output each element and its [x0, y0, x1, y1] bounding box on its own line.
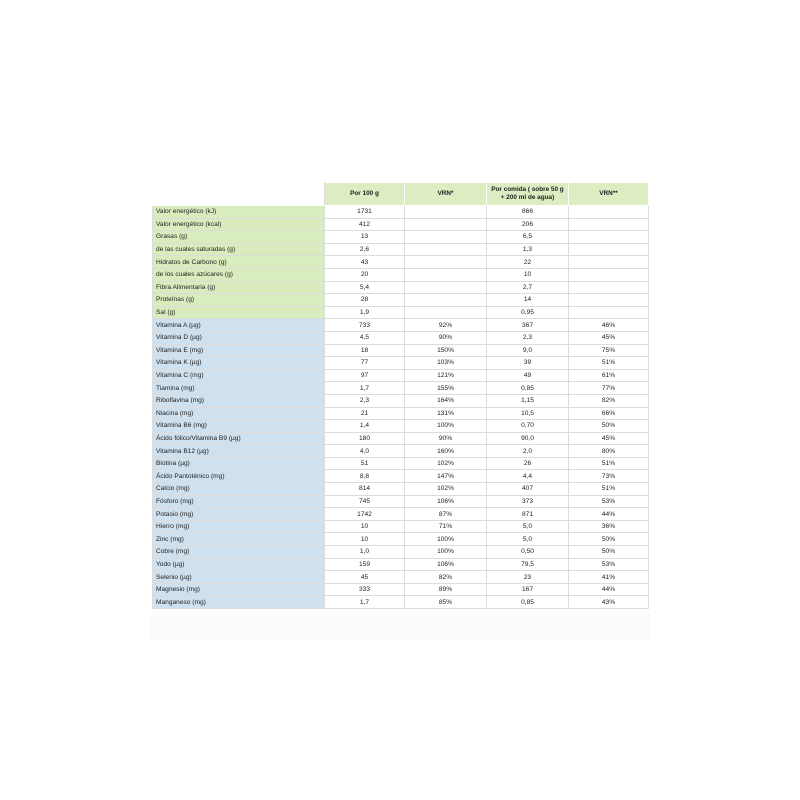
cell-per-100g: 180: [325, 432, 405, 445]
cell-vrn-meal: 41%: [569, 571, 649, 584]
table-row: [153, 508, 649, 521]
table-row: [153, 457, 649, 470]
cell-vrn: [405, 206, 487, 219]
cell-vrn-meal: 53%: [569, 495, 649, 508]
cell-vrn: 90%: [405, 331, 487, 344]
cell-per-100g: 10: [325, 533, 405, 546]
cell-per-meal: 22: [487, 256, 569, 269]
table-row: [153, 546, 649, 559]
table-row: [153, 281, 649, 294]
page-bottom-margin: [150, 612, 650, 640]
cell-vrn-meal: 50%: [569, 420, 649, 433]
cell-nutrient-name: Proteínas (g): [153, 294, 325, 307]
cell-per-meal: 0,85: [487, 382, 569, 395]
cell-per-100g: 1,9: [325, 306, 405, 319]
cell-vrn: 147%: [405, 470, 487, 483]
cell-vrn-meal: [569, 306, 649, 319]
cell-per-meal: 4,4: [487, 470, 569, 483]
cell-per-100g: 77: [325, 357, 405, 370]
cell-per-meal: 9,0: [487, 344, 569, 357]
nutrition-table-body: [153, 206, 649, 609]
cell-vrn: 102%: [405, 457, 487, 470]
header-cell-vrn: VRN*: [405, 183, 487, 206]
cell-nutrient-name: Potasio (mg): [153, 508, 325, 521]
table-row: [153, 256, 649, 269]
cell-nutrient-name: Vitamina A (µg): [153, 319, 325, 332]
cell-vrn: [405, 294, 487, 307]
table-row: [153, 382, 649, 395]
table-row: [153, 470, 649, 483]
cell-per-100g: 412: [325, 218, 405, 231]
table-row: [153, 520, 649, 533]
table-row: [153, 369, 649, 382]
cell-vrn: 106%: [405, 495, 487, 508]
cell-per-meal: 0,95: [487, 306, 569, 319]
cell-vrn: 89%: [405, 583, 487, 596]
cell-vrn-meal: 82%: [569, 394, 649, 407]
cell-vrn-meal: [569, 218, 649, 231]
header-cell-per-100g: Por 100 g: [325, 183, 405, 206]
cell-per-meal: 10,5: [487, 407, 569, 420]
table-row: [153, 407, 649, 420]
table-row: [153, 344, 649, 357]
cell-per-100g: 28: [325, 294, 405, 307]
cell-per-100g: 10: [325, 520, 405, 533]
table-row: [153, 268, 649, 281]
cell-per-meal: 39: [487, 357, 569, 370]
cell-nutrient-name: de los cuales azúcares (g): [153, 268, 325, 281]
cell-nutrient-name: Fibra Alimentaria (g): [153, 281, 325, 294]
cell-per-meal: 10: [487, 268, 569, 281]
cell-nutrient-name: Ácido Pantoténico (mg): [153, 470, 325, 483]
table-row: [153, 218, 649, 231]
cell-vrn-meal: 66%: [569, 407, 649, 420]
cell-vrn-meal: 53%: [569, 558, 649, 571]
cell-vrn-meal: [569, 206, 649, 219]
table-row: [153, 420, 649, 433]
cell-vrn-meal: 45%: [569, 432, 649, 445]
cell-per-100g: 1,0: [325, 546, 405, 559]
cell-vrn-meal: [569, 268, 649, 281]
cell-vrn: 131%: [405, 407, 487, 420]
cell-vrn-meal: [569, 294, 649, 307]
cell-vrn-meal: [569, 256, 649, 269]
cell-vrn: 100%: [405, 533, 487, 546]
cell-per-100g: 8,8: [325, 470, 405, 483]
cell-vrn-meal: 51%: [569, 357, 649, 370]
table-row: [153, 294, 649, 307]
table-row: [153, 357, 649, 370]
cell-per-meal: 49: [487, 369, 569, 382]
cell-vrn: 150%: [405, 344, 487, 357]
cell-per-100g: 1731: [325, 206, 405, 219]
cell-per-100g: 333: [325, 583, 405, 596]
cell-vrn: [405, 243, 487, 256]
cell-nutrient-name: Calcio (mg): [153, 483, 325, 496]
cell-per-meal: 167: [487, 583, 569, 596]
cell-vrn-meal: 36%: [569, 520, 649, 533]
cell-per-100g: 1742: [325, 508, 405, 521]
cell-vrn: 100%: [405, 420, 487, 433]
cell-per-100g: 733: [325, 319, 405, 332]
cell-per-100g: 21: [325, 407, 405, 420]
cell-vrn: 87%: [405, 508, 487, 521]
cell-per-100g: 97: [325, 369, 405, 382]
cell-per-100g: 745: [325, 495, 405, 508]
table-row: [153, 206, 649, 219]
table-row: [153, 583, 649, 596]
cell-per-meal: 206: [487, 218, 569, 231]
cell-vrn-meal: [569, 243, 649, 256]
table-row: [153, 331, 649, 344]
cell-per-meal: 26: [487, 457, 569, 470]
cell-vrn-meal: 46%: [569, 319, 649, 332]
cell-vrn-meal: 73%: [569, 470, 649, 483]
cell-nutrient-name: de las cuales saturadas (g): [153, 243, 325, 256]
table-row: [153, 243, 649, 256]
cell-per-meal: 23: [487, 571, 569, 584]
cell-per-meal: 407: [487, 483, 569, 496]
cell-per-meal: 90,0: [487, 432, 569, 445]
cell-vrn-meal: 80%: [569, 445, 649, 458]
cell-per-100g: 20: [325, 268, 405, 281]
cell-per-meal: 373: [487, 495, 569, 508]
cell-vrn: 71%: [405, 520, 487, 533]
cell-per-100g: 2,6: [325, 243, 405, 256]
cell-vrn: 121%: [405, 369, 487, 382]
cell-nutrient-name: Vitamina K (µg): [153, 357, 325, 370]
cell-vrn-meal: 44%: [569, 508, 649, 521]
cell-per-100g: 1,7: [325, 382, 405, 395]
cell-per-100g: 18: [325, 344, 405, 357]
cell-nutrient-name: Valor energético (kJ): [153, 206, 325, 219]
table-row: [153, 558, 649, 571]
cell-vrn-meal: 50%: [569, 533, 649, 546]
cell-per-meal: 1,15: [487, 394, 569, 407]
cell-nutrient-name: Magnesio (mg): [153, 583, 325, 596]
cell-vrn: 102%: [405, 483, 487, 496]
cell-per-100g: 5,4: [325, 281, 405, 294]
table-row: [153, 533, 649, 546]
cell-vrn: 85%: [405, 596, 487, 609]
cell-per-meal: 2,7: [487, 281, 569, 294]
cell-vrn: [405, 256, 487, 269]
cell-nutrient-name: Valor energético (kcal): [153, 218, 325, 231]
cell-vrn: [405, 306, 487, 319]
cell-vrn: 164%: [405, 394, 487, 407]
cell-per-meal: 0,70: [487, 420, 569, 433]
table-row: [153, 483, 649, 496]
cell-vrn-meal: 50%: [569, 546, 649, 559]
cell-vrn: 82%: [405, 571, 487, 584]
cell-vrn: 155%: [405, 382, 487, 395]
table-row: [153, 231, 649, 244]
cell-nutrient-name: Vitamina D (µg): [153, 331, 325, 344]
header-cell-nutrient: [153, 183, 325, 206]
cell-vrn-meal: 44%: [569, 583, 649, 596]
cell-per-meal: 5,0: [487, 520, 569, 533]
cell-nutrient-name: Tiamina (mg): [153, 382, 325, 395]
cell-nutrient-name: Sal (g): [153, 306, 325, 319]
table-row: [153, 394, 649, 407]
table-row: [153, 306, 649, 319]
cell-per-100g: 2,3: [325, 394, 405, 407]
cell-vrn-meal: [569, 231, 649, 244]
cell-vrn-meal: 45%: [569, 331, 649, 344]
cell-vrn: 103%: [405, 357, 487, 370]
cell-nutrient-name: Grasas (g): [153, 231, 325, 244]
cell-vrn-meal: 77%: [569, 382, 649, 395]
cell-nutrient-name: Vitamina B6 (mg): [153, 420, 325, 433]
cell-per-100g: 51: [325, 457, 405, 470]
table-header-row: [153, 183, 649, 206]
cell-per-100g: 159: [325, 558, 405, 571]
cell-per-100g: 814: [325, 483, 405, 496]
cell-per-meal: 2,3: [487, 331, 569, 344]
cell-per-100g: 13: [325, 231, 405, 244]
nutrition-table: [152, 182, 649, 609]
cell-nutrient-name: Riboflavina (mg): [153, 394, 325, 407]
cell-per-meal: 6,5: [487, 231, 569, 244]
cell-nutrient-name: Hidratos de Carbono (g): [153, 256, 325, 269]
cell-per-meal: 1,3: [487, 243, 569, 256]
cell-nutrient-name: Niacina (mg): [153, 407, 325, 420]
cell-nutrient-name: Vitamina C (mg): [153, 369, 325, 382]
cell-vrn: [405, 281, 487, 294]
cell-nutrient-name: Hierro (mg): [153, 520, 325, 533]
cell-vrn: 100%: [405, 546, 487, 559]
table-row: [153, 319, 649, 332]
cell-per-100g: 45: [325, 571, 405, 584]
cell-vrn: 92%: [405, 319, 487, 332]
cell-vrn: 160%: [405, 445, 487, 458]
cell-nutrient-name: Vitamina E (mg): [153, 344, 325, 357]
cell-per-meal: 866: [487, 206, 569, 219]
cell-per-100g: 4,5: [325, 331, 405, 344]
cell-nutrient-name: Cobre (mg): [153, 546, 325, 559]
table-row: [153, 445, 649, 458]
cell-vrn: 106%: [405, 558, 487, 571]
table-row: [153, 596, 649, 609]
cell-vrn: 90%: [405, 432, 487, 445]
cell-nutrient-name: Zinc (mg): [153, 533, 325, 546]
table-row: [153, 571, 649, 584]
cell-per-meal: 367: [487, 319, 569, 332]
table-row: [153, 432, 649, 445]
cell-nutrient-name: Vitamina B12 (µg): [153, 445, 325, 458]
cell-vrn-meal: 51%: [569, 483, 649, 496]
cell-per-100g: 1,7: [325, 596, 405, 609]
cell-per-meal: 5,0: [487, 533, 569, 546]
cell-per-meal: 2,0: [487, 445, 569, 458]
cell-per-meal: 14: [487, 294, 569, 307]
cell-nutrient-name: Biotina (µg): [153, 457, 325, 470]
cell-per-meal: 79,5: [487, 558, 569, 571]
cell-vrn: [405, 268, 487, 281]
cell-nutrient-name: Selenio (µg): [153, 571, 325, 584]
header-cell-per-meal: Por comida ( sobre 50 g + 200 ml de agua): [487, 183, 569, 206]
cell-per-100g: 4,0: [325, 445, 405, 458]
cell-per-meal: 0,85: [487, 596, 569, 609]
cell-vrn: [405, 231, 487, 244]
cell-vrn-meal: 43%: [569, 596, 649, 609]
cell-vrn-meal: 61%: [569, 369, 649, 382]
cell-per-100g: 43: [325, 256, 405, 269]
table-row: [153, 495, 649, 508]
cell-nutrient-name: Yodo (µg): [153, 558, 325, 571]
cell-nutrient-name: Ácido fólico/Vitamina B9 (µg): [153, 432, 325, 445]
cell-vrn: [405, 218, 487, 231]
header-cell-vrn-meal: VRN**: [569, 183, 649, 206]
cell-vrn-meal: [569, 281, 649, 294]
cell-per-meal: 0,50: [487, 546, 569, 559]
cell-nutrient-name: Fósforo (mg): [153, 495, 325, 508]
cell-nutrient-name: Manganeso (mg): [153, 596, 325, 609]
cell-per-100g: 1,4: [325, 420, 405, 433]
cell-vrn-meal: 51%: [569, 457, 649, 470]
cell-per-meal: 871: [487, 508, 569, 521]
cell-vrn-meal: 75%: [569, 344, 649, 357]
